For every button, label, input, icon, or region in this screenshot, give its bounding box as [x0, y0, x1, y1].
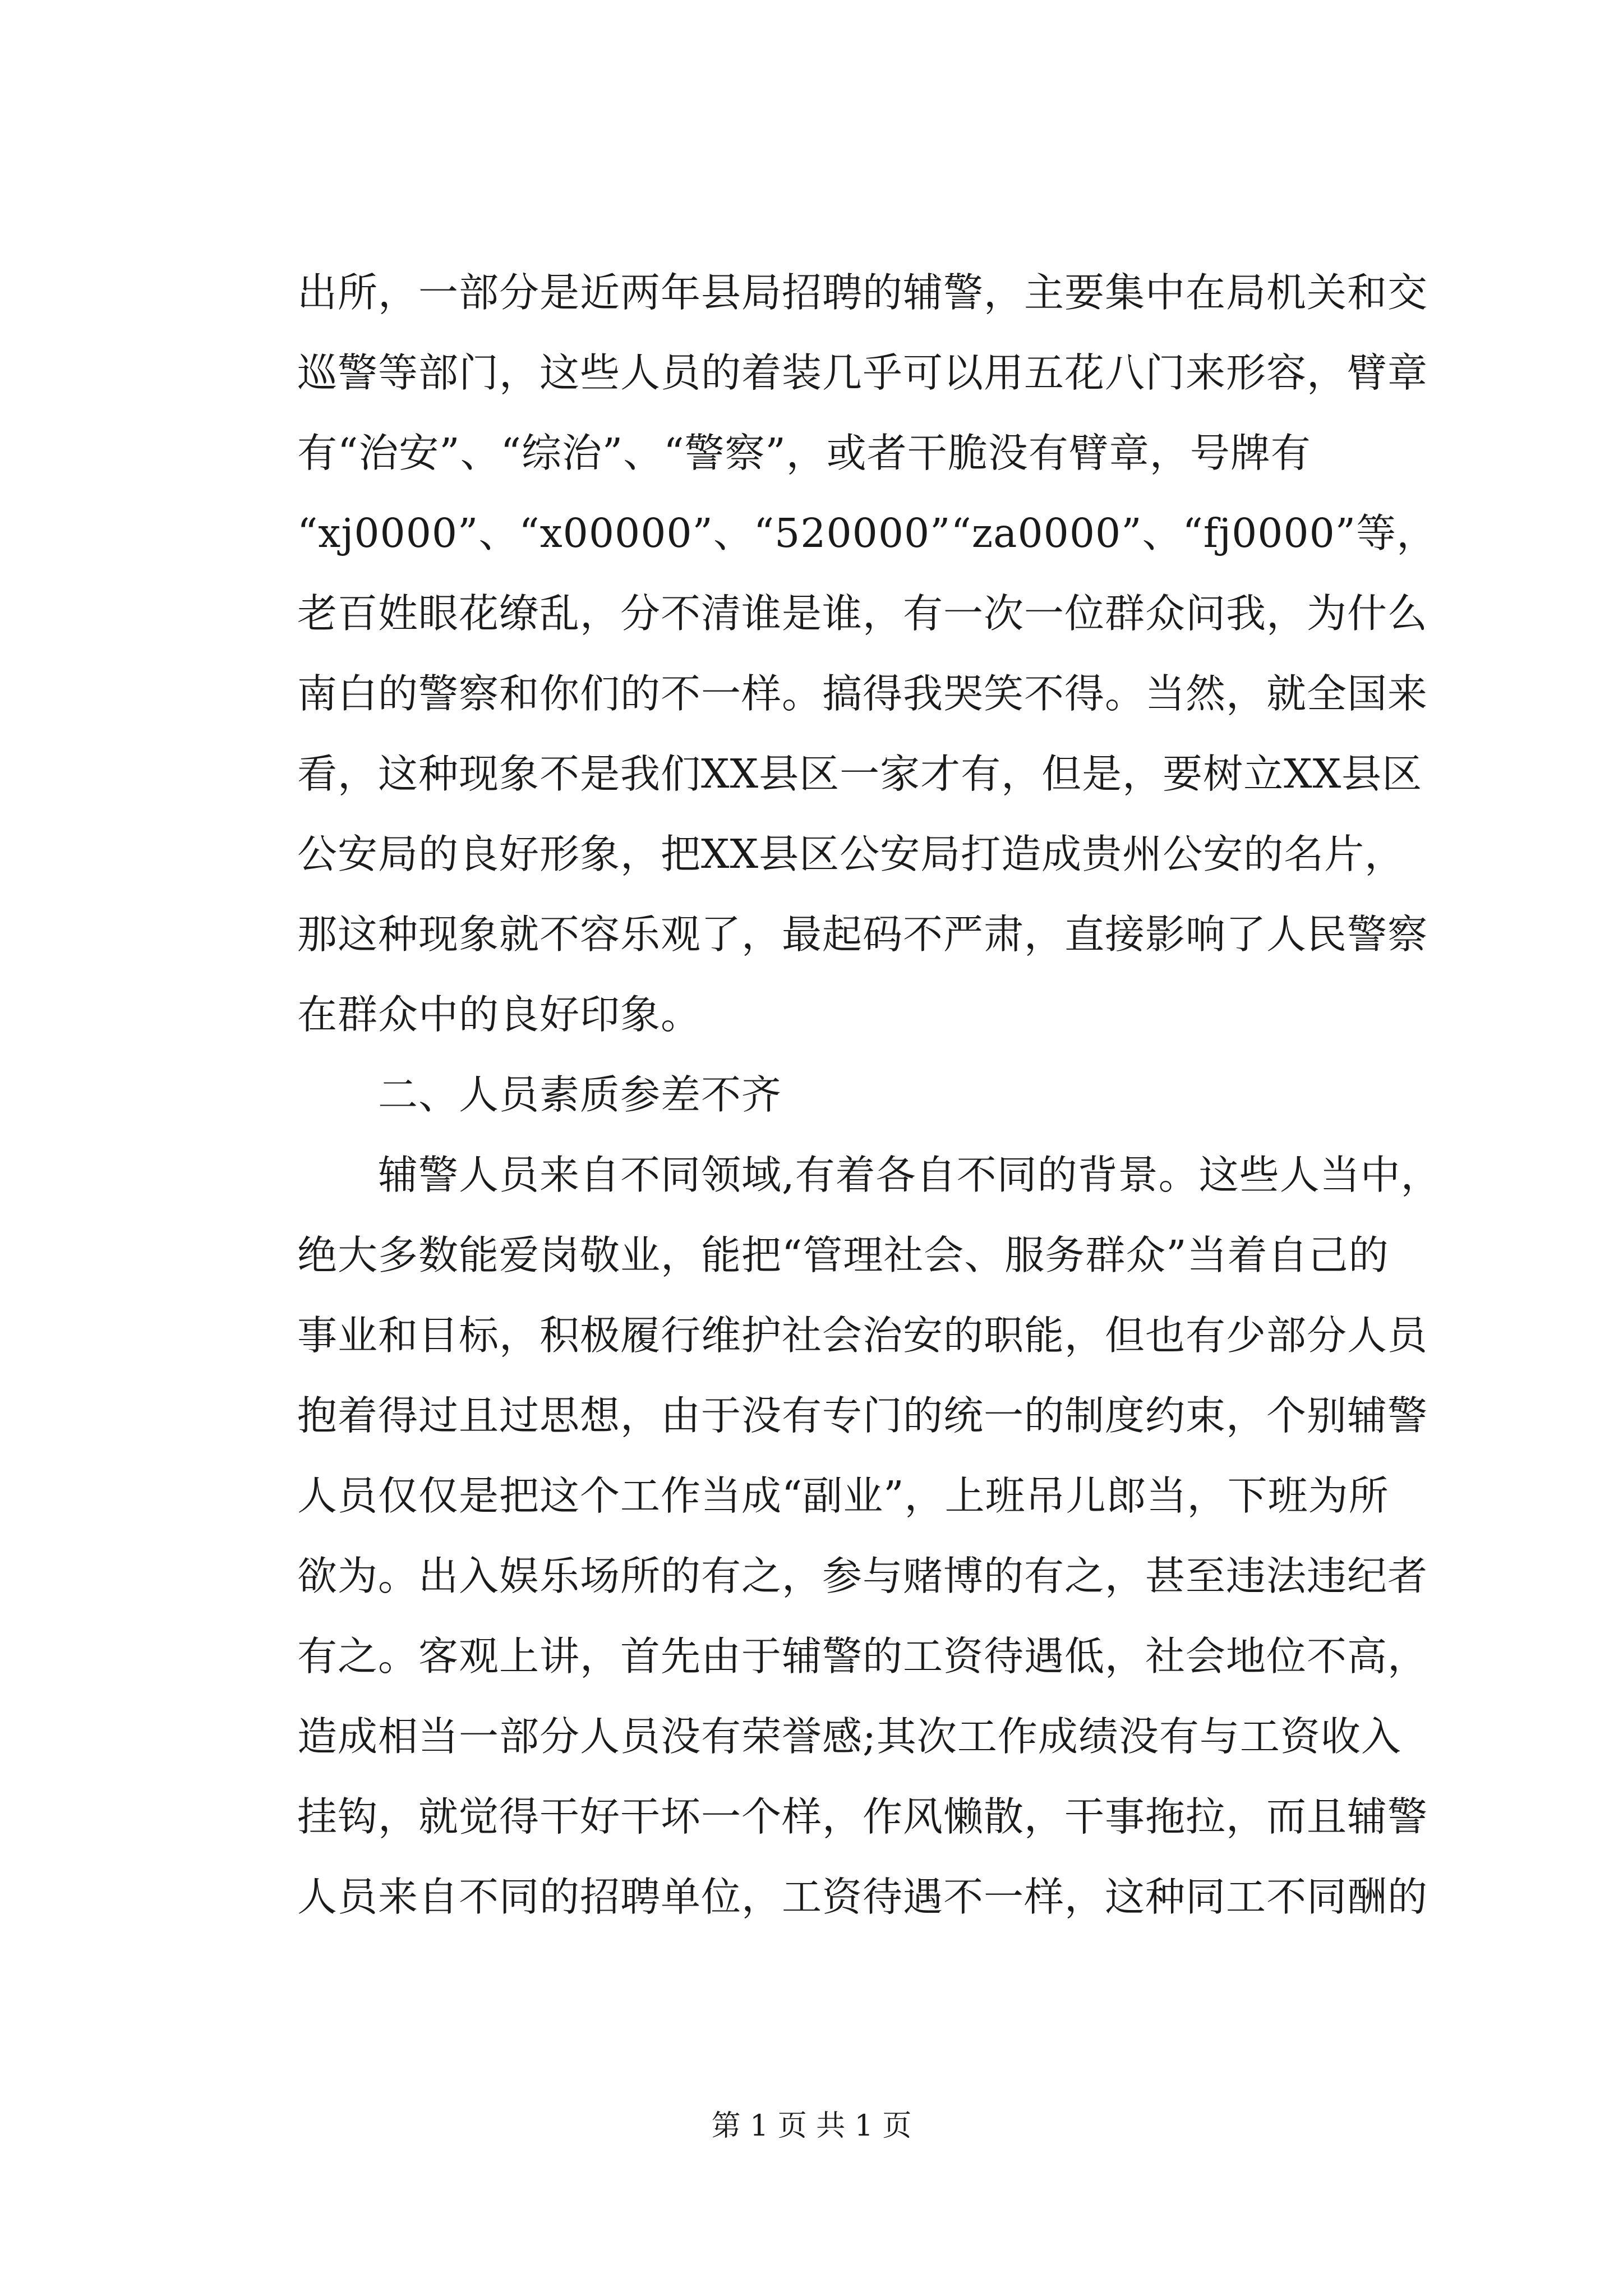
- text-line: 人员仅仅是把这个工作当成“副业”，上班吊儿郎当，下班为所: [297, 1473, 1389, 1519]
- text-line: 看，这种现象不是我们XX县区一家才有，但是，要树立XX县区: [297, 751, 1423, 797]
- text-line: 欲为。出入娱乐场所的有之，参与赌博的有之，甚至违法违纪者: [297, 1553, 1428, 1599]
- page-footer: [0, 2106, 1623, 2146]
- text-line: 那这种现象就不容乐观了，最起码不严肃，直接影响了人民警察: [297, 911, 1428, 958]
- text-line: “xj0000”、“x00000”、“520000”“za0000”、“fj0000”等，: [297, 510, 1437, 556]
- text-line: 在群众中的良好印象。: [297, 991, 702, 1038]
- text-line: 公安局的良好形象，把XX县区公安局打造成贵州公安的名片，: [297, 831, 1405, 877]
- text-line: 老百姓眼花缭乱，分不清谁是谁，有一次一位群众问我，为什么: [297, 590, 1428, 637]
- document-body: [297, 252, 1441, 1937]
- text-line: 事业和目标，积极履行维护社会治安的职能，但也有少部分人员: [297, 1312, 1428, 1359]
- text-line: 出所，一部分是近两年县局招聘的辅警，主要集中在局机关和交: [297, 269, 1428, 316]
- text-line: 有之。客观上讲，首先由于辅警的工资待遇低，社会地位不高，: [297, 1633, 1428, 1680]
- text-line: 抱着得过且过思想，由于没有专门的统一的制度约束，个别辅警: [297, 1392, 1428, 1439]
- text-line: 挂钩，就觉得干好干坏一个样，作风懒散，干事拖拉，而且辅警: [297, 1793, 1428, 1840]
- section-heading: 二、人员素质参差不齐: [378, 1071, 782, 1118]
- page-number-label: 第 1 页 共 1 页: [711, 2109, 912, 2143]
- text-line: 有“治安”、“综治”、“警察”，或者干脆没有臂章，号牌有: [297, 430, 1311, 476]
- text-line: 人员来自不同的招聘单位，工资待遇不一样，这种同工不同酬的: [297, 1874, 1428, 1920]
- text-line: 辅警人员来自不同领域,有着各自不同的背景。这些人当中，: [378, 1152, 1441, 1198]
- text-line: 造成相当一部分人员没有荣誉感;其次工作成绩没有与工资收入: [297, 1713, 1401, 1760]
- text-line: 南白的警察和你们的不一样。搞得我哭笑不得。当然，就全国来: [297, 670, 1428, 717]
- text-line: 巡警等部门，这些人员的着装几乎可以用五花八门来形容，臂章: [297, 349, 1428, 396]
- text-line: 绝大多数能爱岗敬业，能把“管理社会、服务群众”当着自己的: [297, 1232, 1389, 1278]
